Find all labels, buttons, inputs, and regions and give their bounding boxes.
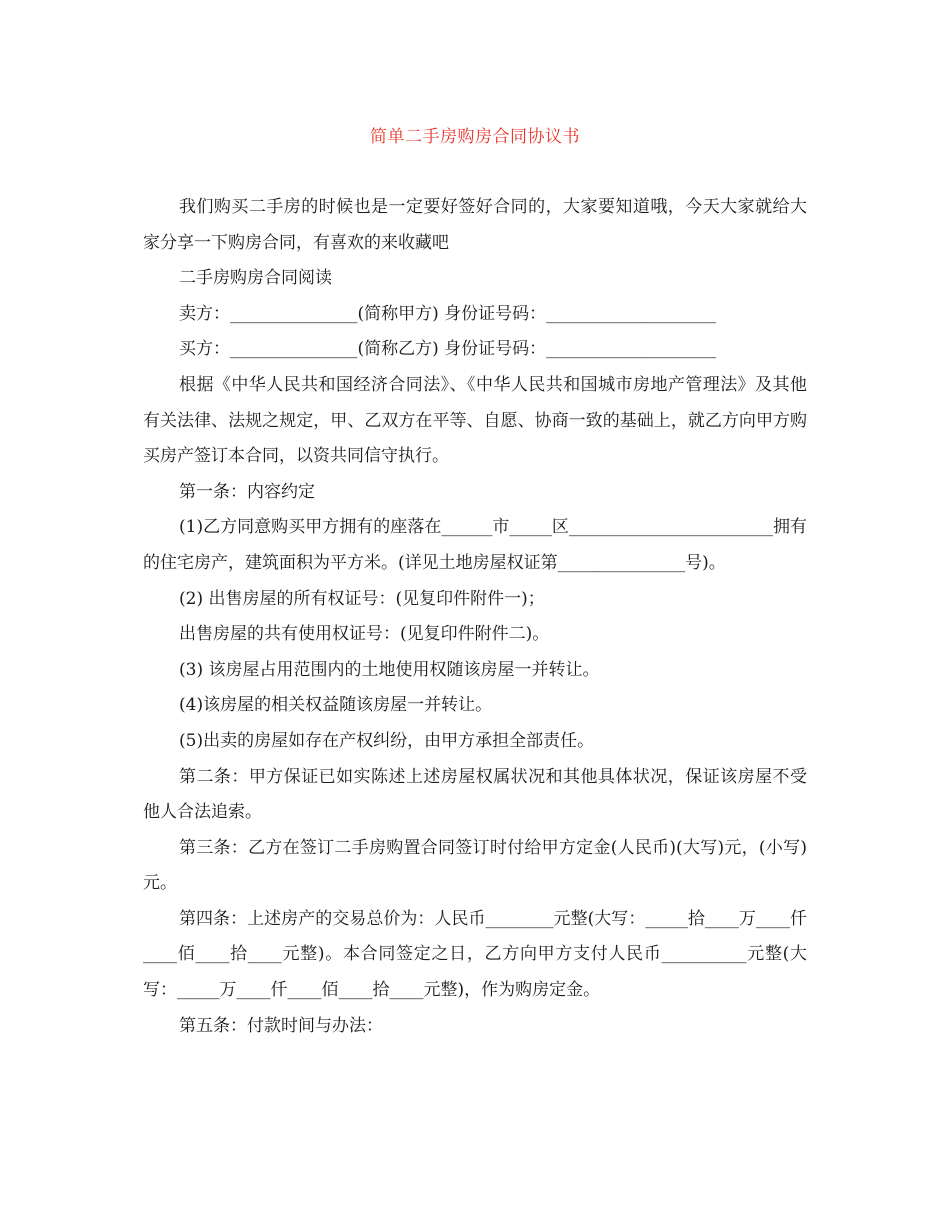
paragraph-clause-1: (1)乙方同意购买甲方拥有的座落在______市_____区________________________拥有的住宅房产，建筑面积为平方米。(详见土地房屋权证第_______________号)。 <box>143 517 807 573</box>
paragraph-article-2: 第二条：甲方保证已如实陈述上述房屋权属状况和其他具体状况，保证该房屋不受他人合法追索。 <box>143 766 807 823</box>
paragraph-article-5: 第五条：付款时间与办法： <box>179 1015 383 1036</box>
paragraph-clause-2: (2) 出售房屋的所有权证号：(见复印件附件一)； <box>179 588 545 609</box>
paragraph-subtitle: 二手房购房合同阅读 <box>179 268 332 289</box>
paragraph-article-3: 第三条：乙方在签订二手房购置合同签订时付给甲方定金(人民币)(大写)元，(小写) 元。 <box>143 837 807 894</box>
paragraph-intro: 我们购买二手房的时候也是一定要好签好合同的，大家要知道哦，今天大家就给大家分享一下购房合同，有喜欢的来收藏吧 <box>143 197 807 253</box>
paragraph-seller: 卖方：_______________(简称甲方) 身份证号码：____________________ <box>179 303 717 324</box>
paragraph-clause-2b: 出售房屋的共有使用权证号：(见复印件附件二)。 <box>179 624 550 645</box>
document-body <box>143 190 807 1044</box>
paragraph-clause-5: (5)出卖的房屋如存在产权纠纷，由甲方承担全部责任。 <box>179 730 595 751</box>
paragraph-article-1-heading: 第一条：内容约定 <box>179 481 315 502</box>
paragraph-clause-3: (3) 该房屋占用范围内的土地使用权随该房屋一并转让。 <box>179 659 600 680</box>
paragraph-legal-basis: 根据《中华人民共和国经济合同法》、《中华人民共和国城市房地产管理法》及其他有关法律、法规之规定，甲、乙双方在平等、自愿、协商一致的基础上，就乙方向甲方购买房产签订本合同，以资共同信守执行。 <box>143 374 807 467</box>
paragraph-clause-4: (4)该房屋的相关权益随该房屋一并转让。 <box>179 695 493 716</box>
document-title: 简单二手房购房合同协议书 <box>370 127 580 147</box>
paragraph-article-4: 第四条：上述房产的交易总价为：人民币________元整(大写：_____拾____万____仟____佰____拾____元整)。本合同签定之日，乙方向甲方支付人民币__________元整(大写：_____万____仟____佰____拾____元整)，作为购房定金。 <box>143 908 807 1001</box>
paragraph-buyer: 买方：_______________(简称乙方) 身份证号码：____________________ <box>179 339 717 360</box>
